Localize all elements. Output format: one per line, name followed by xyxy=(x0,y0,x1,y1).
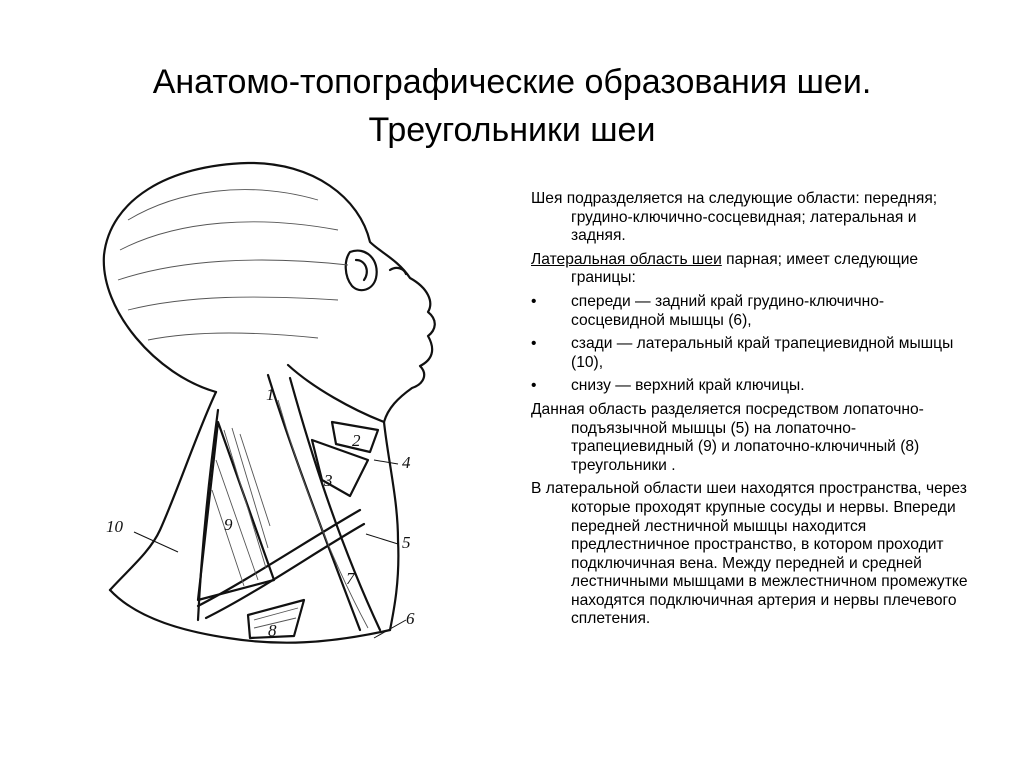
border-bullet-bottom xyxy=(531,377,971,396)
bullet-dot: • xyxy=(531,377,537,395)
lateral-region-paragraph xyxy=(531,251,971,288)
bullet-text: спереди — задний край грудино-ключично-сосцевидной мышцы (6), xyxy=(571,292,885,329)
border-bullet-back xyxy=(531,335,971,372)
label-5: 5 xyxy=(402,533,411,552)
slide-body-text xyxy=(531,190,971,634)
label-3: 3 xyxy=(324,471,333,490)
bullet-dot: • xyxy=(531,335,537,353)
label-4: 4 xyxy=(402,453,411,472)
neck-anatomy-drawing xyxy=(98,160,478,680)
label-2: 2 xyxy=(352,431,361,450)
border-bullet-front xyxy=(531,293,971,330)
label-8: 8 xyxy=(268,621,277,640)
label-6: 6 xyxy=(406,609,415,628)
label-1: 1 xyxy=(266,385,275,404)
division-paragraph: Данная область разделяется посредством лопаточно-подъязычной мышцы (5) на лопаточно-трапециевидный (9) и лопаточно-ключичный (8) треугольники . xyxy=(531,400,924,474)
lateral-region-heading: Латеральная область шеи xyxy=(531,250,722,268)
spaces-paragraph: В латеральной области шеи находятся пространства, через которые проходят крупные сосуды и нервы. Впереди передней лестничной мышцы находится предлестничное пространство, в котором проходит подключичная вена. Между передней и средней лестничными мышцами в межлестничном промежутке находятся подключичная артерия и нервы плечевого сплетения. xyxy=(531,480,968,628)
neck-anatomy-illustration xyxy=(98,160,478,680)
slide-title xyxy=(0,58,1024,154)
intro-paragraph: Шея подразделяется на следующие области: передняя; грудино-ключично-сосцевидная; латеральная и задняя. xyxy=(531,190,938,245)
title-line-1: Анатомо-топографические образования шеи. xyxy=(152,63,872,101)
bullet-text: сзади — латеральный край трапециевидной мышцы (10), xyxy=(571,335,954,371)
title-line-2: Треугольники шеи xyxy=(368,111,656,149)
label-10: 10 xyxy=(106,517,123,536)
label-7: 7 xyxy=(346,569,355,588)
bullet-text: снизу — верхний край ключицы. xyxy=(571,377,805,395)
bullet-dot: • xyxy=(531,292,537,310)
lateral-region-rest: парная; имеет следующие границы: xyxy=(571,250,919,287)
label-9: 9 xyxy=(224,515,233,534)
